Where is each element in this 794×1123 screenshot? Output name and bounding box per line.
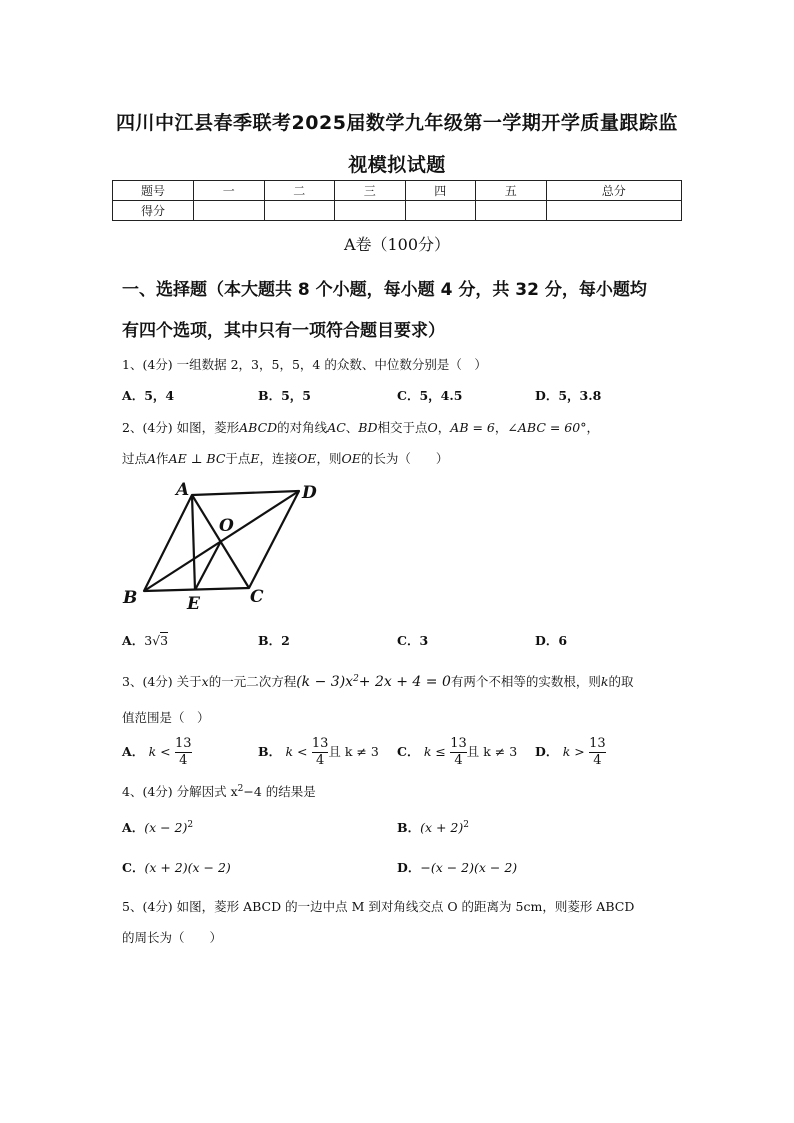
fraction-denominator: 4 (454, 753, 463, 768)
segment-oe (195, 541, 221, 590)
q4-option-c-expr: (x + 2)(x − 2) (144, 860, 231, 875)
q3-option-c[interactable] (397, 736, 517, 769)
q3-option-b-label: B． (258, 744, 282, 759)
sqrt-symbol-icon: √ (152, 633, 161, 648)
q4-option-c[interactable] (122, 858, 231, 876)
score-table-cell: 一 (194, 181, 265, 201)
score-table-cell: 四 (405, 181, 476, 201)
q2-option-a[interactable] (122, 631, 168, 649)
label-o: O (219, 516, 234, 536)
q4-option-a-exponent: 2 (187, 819, 194, 830)
q2-option-c[interactable]: C．3 (397, 633, 429, 648)
q2-text: ，则 (316, 451, 342, 466)
diagonal-bd (144, 491, 299, 591)
question-2-stem-line2 (122, 449, 448, 467)
fraction-denominator: 4 (593, 753, 602, 768)
score-entry-cell[interactable] (335, 201, 406, 221)
q3-option-b-rel: k < (285, 744, 308, 759)
q2-text: ， (586, 420, 599, 435)
question-5-stem-line2: 的周长为（ ） (122, 930, 223, 945)
q4-option-b[interactable] (397, 818, 469, 836)
q2-text: 过点 (122, 451, 148, 466)
q4-option-a[interactable] (122, 818, 193, 836)
q2-math: BD (358, 420, 378, 435)
q2-text: ， (494, 420, 508, 435)
label-c: C (250, 587, 264, 607)
q3-option-b[interactable] (258, 736, 379, 769)
score-table (112, 180, 682, 221)
q2-math: OE (297, 451, 317, 466)
q2-text: 的长为（ ） (360, 451, 449, 466)
q2-option-a-label: A． (122, 633, 145, 648)
q4-option-c-label: C． (122, 860, 145, 875)
score-entry-cell[interactable] (405, 201, 476, 221)
fraction-13-over-4 (589, 736, 606, 769)
fraction-numerator: 13 (450, 736, 467, 751)
q2-math: AC (327, 420, 346, 435)
score-entry-cell[interactable] (546, 201, 682, 221)
q2-text: 、 (345, 420, 359, 435)
q2-option-b[interactable]: B．2 (258, 633, 290, 648)
q3-math: x (201, 674, 209, 689)
q4-option-a-expr: (x − 2) (144, 820, 188, 835)
label-e: E (187, 594, 200, 614)
q2-math: OE (341, 451, 361, 466)
question-2-stem-line1 (122, 418, 599, 436)
question-3-stem-line2: 值范围是（ ） (122, 710, 210, 725)
section1-heading-line2: 有四个选项，其中只有一项符合题目要求） (122, 321, 445, 341)
label-d: D (302, 483, 317, 503)
question-1-stem: 1、(4分) 一组数据 2，3，5，5，4 的众数、中位数分别是（ ） (122, 357, 487, 372)
q2-text: 的对角线 (277, 420, 328, 435)
rhombus-figure (112, 472, 342, 617)
q2-option-a-coef: 3 (144, 633, 153, 648)
exam-title-line1: 四川中江县春季联考2025届数学九年级第一学期开学质量跟踪监 (116, 112, 678, 134)
q2-math: AE ⊥ BC (168, 451, 226, 466)
fraction-numerator: 13 (589, 736, 606, 751)
q2-text: 2、(4分) 如图，菱形 (122, 420, 240, 435)
q4-option-b-exponent: 2 (463, 819, 469, 830)
exam-title-line2: 视模拟试题 (348, 154, 446, 176)
q4-option-b-label: B． (397, 820, 421, 835)
q4-option-d-label: D． (397, 860, 421, 875)
q4-stem-exponent: 2 (237, 783, 244, 794)
q2-math: AB = 6 (450, 420, 495, 435)
score-entry-cell[interactable] (476, 201, 547, 221)
score-entry-cell[interactable] (264, 201, 335, 221)
q3-option-c-rel: k ≤ (423, 744, 446, 759)
q3-option-a-label: A． (122, 744, 145, 759)
q2-text: ，连接 (259, 451, 298, 466)
label-a: A (176, 480, 190, 500)
score-entry-cell[interactable] (194, 201, 265, 221)
q2-option-a-radicand: 3 (160, 633, 169, 648)
fraction-numerator: 13 (311, 736, 329, 751)
q2-text: 作 (156, 451, 169, 466)
q2-text: 于点 (225, 451, 251, 466)
score-table-cell: 题号 (113, 181, 194, 201)
q2-math: ∠ABC = 60° (507, 420, 587, 435)
fraction-13-over-4 (175, 736, 192, 769)
fraction-denominator: 4 (315, 753, 325, 768)
q2-option-d[interactable]: D．6 (535, 633, 568, 648)
score-table-cell: 得分 (113, 201, 194, 221)
q3-math: k (600, 674, 609, 689)
label-b: B (123, 588, 138, 608)
q3-option-c-tail: 且 k ≠ 3 (466, 744, 518, 759)
fraction-13-over-4 (312, 736, 329, 769)
q2-math: E (250, 451, 260, 466)
q2-math: O (427, 420, 438, 435)
q4-option-d-expr: −(x − 2)(x − 2) (420, 860, 518, 875)
q4-option-a-label: A． (122, 820, 145, 835)
fraction-13-over-4 (450, 736, 467, 769)
score-table-header-row (113, 181, 682, 201)
altitude-ae (192, 495, 195, 590)
section1-heading-line1: 一、选择题（本大题共 8 个小题，每小题 4 分，共 32 分，每小题均 (122, 280, 647, 300)
score-table-cell: 三 (335, 181, 406, 201)
q2-text: 相交于点 (377, 420, 428, 435)
q3-text: 的取 (608, 674, 634, 689)
q3-equation: (k − 3)x (296, 674, 354, 690)
q2-math: ABCD (239, 420, 278, 435)
q4-option-d[interactable] (397, 858, 517, 876)
q3-option-b-tail: 且 k ≠ 3 (328, 744, 379, 759)
score-table-cell: 五 (476, 181, 547, 201)
score-table-score-row (113, 201, 682, 221)
q1-option-a[interactable]: A．5，4 (122, 388, 175, 403)
q3-equation-exponent: 2 (353, 673, 359, 684)
q3-option-d[interactable] (535, 736, 606, 769)
q3-option-a-rel: k < (148, 744, 171, 759)
q1-option-b[interactable]: B．5，5 (258, 388, 311, 403)
question-3-stem-line1 (122, 672, 633, 690)
score-table-cell: 总分 (546, 181, 682, 201)
q4-stem-text: 4、(4分) 分解因式 x (122, 784, 238, 799)
section-juan-heading: A卷（100分） (343, 235, 451, 254)
q3-option-d-rel: k > (562, 744, 585, 759)
fraction-denominator: 4 (179, 753, 188, 768)
question-5-stem-line1: 5、(4分) 如图，菱形 ABCD 的一边中点 M 到对角线交点 O 的距离为 5cm，则菱形 ABCD (122, 899, 635, 914)
q4-stem-text: −4 的结果是 (243, 784, 316, 799)
fraction-numerator: 13 (174, 736, 192, 751)
score-table-cell: 二 (264, 181, 335, 201)
q3-text: 的一元二次方程 (208, 674, 297, 689)
q3-option-d-label: D． (535, 744, 559, 759)
q3-text: 有两个不相等的实数根，则 (450, 674, 601, 689)
q3-text: 3、(4分) 关于 (122, 674, 202, 689)
question-4-stem (122, 782, 316, 800)
q3-option-c-label: C． (397, 744, 420, 759)
q2-math: A (147, 451, 157, 466)
q2-text: ， (437, 420, 451, 435)
q3-equation-rest: + 2x + 4 = 0 (358, 674, 451, 690)
q3-option-a[interactable] (122, 736, 192, 769)
q1-option-d[interactable]: D．5，3.8 (535, 388, 602, 403)
q1-option-c[interactable]: C．5，4.5 (397, 388, 463, 403)
q4-option-b-expr: (x + 2) (420, 820, 464, 835)
